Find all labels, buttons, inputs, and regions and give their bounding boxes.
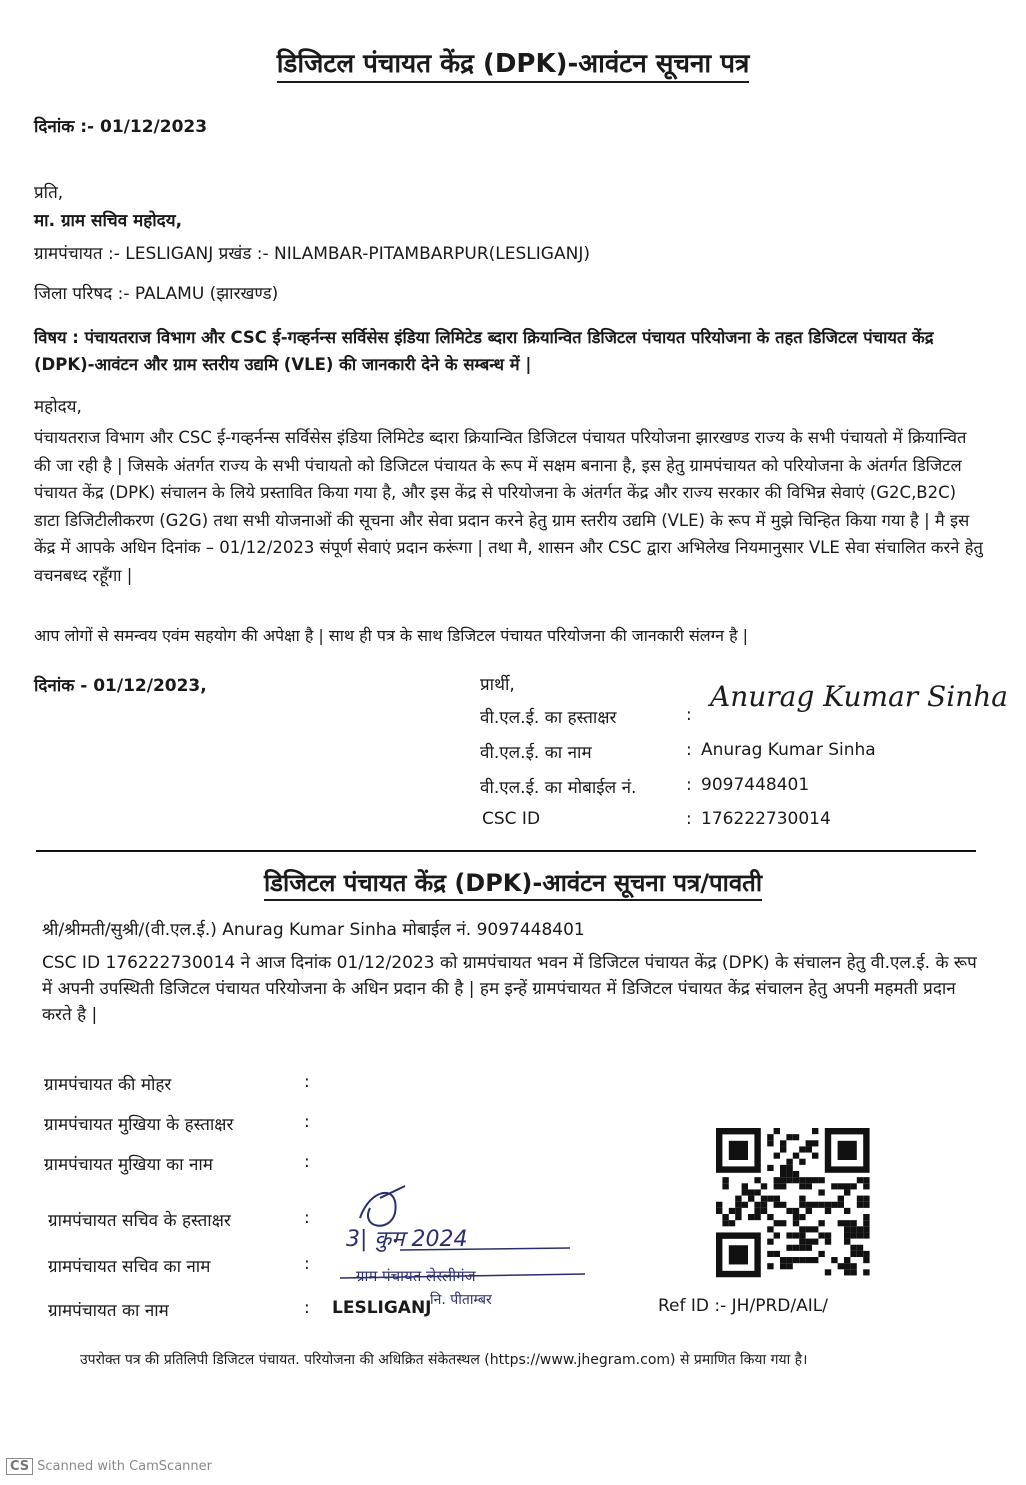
stamp-date: 3| कुम 2024 — [346, 1227, 468, 1252]
qr-code-icon — [716, 1128, 878, 1282]
letter-title: डिजिटल पंचायत केंद्र (DPK)-आवंटन सूचना पत्र — [0, 44, 1026, 80]
vle-mobile-label: वी.एल.ई. का मोबाईल नं. — [480, 778, 637, 798]
section-divider — [36, 850, 976, 852]
colon: : — [686, 705, 692, 725]
body-paragraph: पंचायतराज विभाग और CSC ई-गव्हर्नन्स सर्विसेस इंडिया लिमिटेड ब्दारा क्रियान्वित डिजिटल पंचायत परियोजना झारखण्ड राज्य के सभी पंचायतो में क्रियान्वित की जा रही है | जिसके अंतर्गत राज्य के सभी पंचायतो को डिजिटल पंचायत के रूप में सक्षम बनाना है, इस हेतु ग्रामपंचायत को परियोजना के अंतर्गत डिजिटल पंचायत केंद्र (DPK) संचालन के लिये प्रस्तावित किया गया है, और इस केंद्र से परियोजना के अंतर्गत केंद्र और राज्य सरकार की विभिन्न सेवाएं (G2C,B2C) डाटा डिजिटीलीकरण (G2G) तथा सभी योजनाओं की सूचना और सेवा प्रदान करने हेतु ग्राम स्तरीय उद्यमि (VLE) के रूप में मुझे चिन्हित किया गया है | मै इस केंद्र में आपके अधिन दिनांक – 01/12/2023 संपूर्ण सेवाएं प्रदान करूंगा | तथा मै, शासन और CSC द्वारा अभिलेख नियमानुसार VLE सेवा संचालित करने हेतु वचनबध्द रहूँगा | — [34, 428, 983, 585]
colon: : — [686, 740, 692, 760]
field-label: ग्रामपंचायत की मोहर — [44, 1075, 172, 1095]
field-label: ग्रामपंचायत सचिव के हस्ताक्षर — [48, 1211, 231, 1231]
colon: : — [304, 1152, 310, 1172]
camscanner-watermark — [6, 1458, 212, 1475]
prarthi-label: प्रार्थी, — [480, 675, 515, 695]
vle-sign-label: वी.एल.ई. का हस्ताक्षर — [480, 708, 617, 728]
salutation: महोदय, — [34, 397, 82, 417]
field-label: ग्रामपंचायत मुखिया का नाम — [44, 1155, 213, 1175]
field-label: ग्रामपंचायत सचिव का नाम — [48, 1257, 211, 1277]
field-value: LESLIGANJ — [332, 1298, 432, 1318]
date-line-2: दिनांक - 01/12/2023, — [34, 676, 207, 696]
stamp-block-name: नि. पीताम्बर — [430, 1292, 492, 1308]
panchayat-line: ग्रामपंचायत :- LESLIGANJ प्रखंड :- NILAMBAR-PITAMBARPUR(LESLIGANJ) — [34, 244, 590, 264]
vle-mobile-value: 9097448401 — [701, 775, 810, 795]
ref-id: Ref ID :- JH/PRD/AIL/ — [658, 1296, 828, 1316]
receipt-vle-line: श्री/श्रीमती/सुश्री/(वी.एल.ई.) Anurag Kumar Sinha मोबाईल नं. 9097448401 — [42, 920, 585, 940]
camscanner-logo-icon: CS — [6, 1458, 33, 1475]
panchayat-stamp — [340, 1178, 590, 1308]
csc-id-label: CSC ID — [482, 809, 541, 829]
subject-line: विषय : पंचायतराज विभाग और CSC ई-गव्हर्नन्स सर्विसेस इंडिया लिमिटेड ब्दारा क्रियान्वित डिजिटल पंचायत परियोजना के तहत डिजिटल पंचायत केंद्र (DPK)-आवंटन और ग्राम स्तरीय उद्यमि (VLE) की जानकारी देने के सम्बन्ध में | — [34, 328, 934, 374]
date-line: दिनांक :- 01/12/2023 — [34, 117, 208, 137]
field-label: ग्रामपंचायत मुखिया के हस्ताक्षर — [44, 1115, 234, 1135]
vle-signature: Anurag Kumar Sinha — [710, 680, 1008, 713]
footer-note: उपरोक्त पत्र की प्रतिलिपी डिजिटल पंचायत. परियोजना की अधिक्रित संकेतस्थल (https://www.jhegram.com) से प्रमाणित किया गया है। — [80, 1352, 808, 1368]
colon: : — [304, 1254, 310, 1274]
colon: : — [304, 1208, 310, 1228]
vle-name-label: वी.एल.ई. का नाम — [480, 743, 592, 763]
colon: : — [686, 809, 692, 829]
stamp-panchayat-name: ग्राम पंचायत लेस्लीगंज — [356, 1267, 476, 1285]
camscanner-text: Scanned with CamScanner — [37, 1459, 212, 1474]
csc-id-value: 176222730014 — [701, 809, 831, 829]
colon: : — [686, 775, 692, 795]
receipt-title: डिजिटल पंचायत केंद्र (DPK)-आवंटन सूचना पत्र/पावती — [0, 866, 1026, 899]
addressee: मा. ग्राम सचिव महोदय, — [34, 211, 183, 231]
prati-label: प्रति, — [34, 183, 64, 203]
colon: : — [304, 1072, 310, 1092]
field-label: ग्रामपंचायत का नाम — [48, 1301, 169, 1321]
district-line: जिला परिषद :- PALAMU (झारखण्ड) — [34, 284, 279, 304]
vle-name-value: Anurag Kumar Sinha — [701, 740, 876, 760]
closing-line: आप लोगों से समन्वय एवंम सहयोग की अपेक्षा है | साथ ही पत्र के साथ डिजिटल पंचायत परियोजना की जानकारी संलग्न है | — [34, 626, 749, 645]
receipt-paragraph: CSC ID 176222730014 ने आज दिनांक 01/12/2023 को ग्रामपंचायत भवन में डिजिटल पंचायत केंद्र (DPK) के संचालन हेतु वी.एल.ई. के रूप में अपनी उपस्थिती डिजिटल पंचायत परियोजना के अधिन प्रदान की है | हम इन्हें ग्रामपंचायत में डिजिटल पंचायत केंद्र संचालन हेतु अपनी महमती प्रदान करते है | — [42, 953, 977, 1025]
colon: : — [304, 1298, 310, 1318]
colon: : — [304, 1112, 310, 1132]
